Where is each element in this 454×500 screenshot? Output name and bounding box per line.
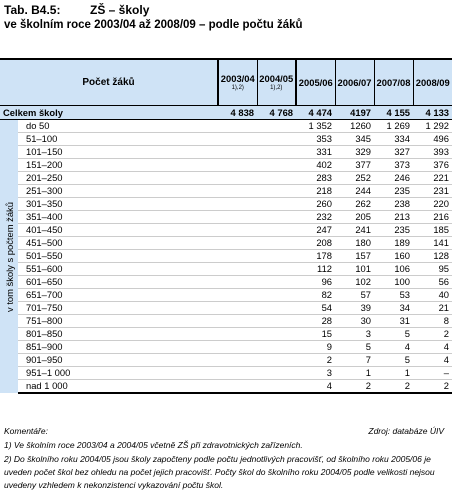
row-label: 501–550: [18, 250, 218, 263]
row-label: nad 1 000: [18, 380, 218, 394]
table-cell: [218, 237, 257, 250]
total-cell: 4197: [335, 106, 374, 120]
table-cell: [257, 120, 296, 133]
table-cell: 53: [374, 289, 413, 302]
table-cell: 28: [296, 315, 335, 328]
table-cell: 31: [374, 315, 413, 328]
table-cell: 5: [374, 328, 413, 341]
year-header: [296, 59, 335, 106]
year-label: 2007/08: [376, 76, 411, 88]
source-note: Zdroj: databáze ÚIV: [368, 426, 444, 436]
table-cell: 3: [335, 328, 374, 341]
table-cell: 180: [335, 237, 374, 250]
total-cell: 4 155: [374, 106, 413, 120]
table-cell: 34: [374, 302, 413, 315]
table-cell: 208: [296, 237, 335, 250]
table-row: [0, 224, 452, 237]
table-cell: 496: [413, 133, 452, 146]
table-cell: 345: [335, 133, 374, 146]
table-cell: [257, 224, 296, 237]
table-cell: [218, 159, 257, 172]
table-title-text: ZŠ – školy: [90, 3, 150, 17]
table-cell: [257, 172, 296, 185]
table-cell: 178: [296, 250, 335, 263]
table-cell: 54: [296, 302, 335, 315]
table-cell: 160: [374, 250, 413, 263]
table-row: [0, 328, 452, 341]
table-cell: 231: [413, 185, 452, 198]
table-cell: 262: [335, 198, 374, 211]
table-cell: 241: [335, 224, 374, 237]
table-cell: 2: [374, 380, 413, 394]
total-row: [0, 106, 452, 120]
table-cell: 376: [413, 159, 452, 172]
table-cell: [218, 120, 257, 133]
row-label: 151–200: [18, 159, 218, 172]
row-label: 751–800: [18, 315, 218, 328]
table-cell: 221: [413, 172, 452, 185]
table-cell: 260: [296, 198, 335, 211]
table-cell: [218, 198, 257, 211]
row-label: 951–1 000: [18, 367, 218, 380]
row-label: 301–350: [18, 198, 218, 211]
table-cell: 235: [374, 185, 413, 198]
total-cell: 4 768: [257, 106, 296, 120]
table-cell: 185: [413, 224, 452, 237]
table-cell: 5: [335, 341, 374, 354]
table-cell: 377: [335, 159, 374, 172]
table-cell: 30: [335, 315, 374, 328]
year-label: 2005/06: [298, 76, 333, 88]
total-label: Celkem školy: [0, 106, 218, 120]
year-note: 1),2): [231, 85, 244, 91]
comment-label: Komentáře:: [4, 426, 48, 436]
table-cell: 112: [296, 263, 335, 276]
table-cell: 1: [374, 367, 413, 380]
table-cell: [218, 276, 257, 289]
table-cell: 40: [413, 289, 452, 302]
year-header: [218, 59, 257, 106]
table-cell: [218, 341, 257, 354]
table-cell: 331: [296, 146, 335, 159]
table-row: [0, 237, 452, 250]
table-cell: [257, 276, 296, 289]
year-label: 2006/07: [337, 76, 372, 88]
table-cell: 2: [335, 380, 374, 394]
table-subtitle: ve školním roce 2003/04 až 2008/09 – podle počtu žáků: [4, 19, 303, 31]
table-cell: 205: [335, 211, 374, 224]
table-cell: [257, 302, 296, 315]
table-cell: 1: [335, 367, 374, 380]
table-cell: 157: [335, 250, 374, 263]
table-row: [0, 172, 452, 185]
table-cell: 1 292: [413, 120, 452, 133]
table-cell: 1 352: [296, 120, 335, 133]
year-header: [374, 59, 413, 106]
table-cell: 3: [296, 367, 335, 380]
table-row: [0, 250, 452, 263]
table-cell: [257, 367, 296, 380]
row-label: 701–750: [18, 302, 218, 315]
table-row: [0, 120, 452, 133]
side-label-cell: [0, 120, 18, 394]
table-cell: 213: [374, 211, 413, 224]
table-cell: 2: [413, 380, 452, 394]
table-row: [0, 289, 452, 302]
row-label: 451–500: [18, 237, 218, 250]
table-cell: 232: [296, 211, 335, 224]
table-cell: 141: [413, 237, 452, 250]
table-row: [0, 159, 452, 172]
table-cell: 106: [374, 263, 413, 276]
row-label: 251–300: [18, 185, 218, 198]
year-header: [257, 59, 296, 106]
table-cell: 15: [296, 328, 335, 341]
table-cell: 5: [374, 354, 413, 367]
row-label: do 50: [18, 120, 218, 133]
table-cell: [218, 302, 257, 315]
year-header: [413, 59, 452, 106]
table-cell: 238: [374, 198, 413, 211]
table-row: [0, 354, 452, 367]
table-cell: 95: [413, 263, 452, 276]
table-row: [0, 315, 452, 328]
table-cell: 96: [296, 276, 335, 289]
row-label: 101–150: [18, 146, 218, 159]
table-cell: 56: [413, 276, 452, 289]
row-label: 901–950: [18, 354, 218, 367]
table-cell: 2: [296, 354, 335, 367]
table-cell: 4: [413, 354, 452, 367]
table-row: [0, 341, 452, 354]
row-label: 551–600: [18, 263, 218, 276]
footnote-2: 2) Do školního roku 2004/05 jsou školy započteny podle počtu jednotlivých pracovišť, od školního roku 2005/06 je uveden počet škol bez ohledu na počet jejich pracovišť. Počty škol do školního roku 2004/05 podle velikosti nejsou uvedeny vzhledem k nekonzistenci vykazování počtu škol.: [4, 454, 435, 490]
table-cell: [257, 250, 296, 263]
table-cell: [218, 354, 257, 367]
table-cell: 1260: [335, 120, 374, 133]
table-cell: [218, 146, 257, 159]
table-cell: 4: [374, 341, 413, 354]
table-cell: 252: [335, 172, 374, 185]
table-cell: [218, 367, 257, 380]
year-note: 1),2): [270, 85, 283, 91]
table-row: [0, 367, 452, 380]
table-cell: 334: [374, 133, 413, 146]
table-cell: [257, 198, 296, 211]
table-row: [0, 263, 452, 276]
table-cell: [218, 289, 257, 302]
table-cell: 235: [374, 224, 413, 237]
table-cell: [218, 263, 257, 276]
table-cell: [218, 133, 257, 146]
table-cell: 101: [335, 263, 374, 276]
table-cell: 4: [296, 380, 335, 394]
table-row: [0, 185, 452, 198]
table-cell: 82: [296, 289, 335, 302]
table-row: [0, 276, 452, 289]
table-cell: 283: [296, 172, 335, 185]
table-cell: [218, 380, 257, 394]
table-row: [0, 380, 452, 394]
table-title: [4, 3, 149, 17]
table-cell: 57: [335, 289, 374, 302]
table-cell: [218, 211, 257, 224]
row-label: 401–450: [18, 224, 218, 237]
statistics-table: [0, 58, 452, 394]
table-cell: 246: [374, 172, 413, 185]
table-cell: 353: [296, 133, 335, 146]
table-cell: 189: [374, 237, 413, 250]
table-cell: [257, 315, 296, 328]
table-row: [0, 198, 452, 211]
table-cell: 1 269: [374, 120, 413, 133]
table-cell: [257, 354, 296, 367]
table-cell: [257, 237, 296, 250]
table-cell: 218: [296, 185, 335, 198]
table-cell: [218, 315, 257, 328]
row-label: 351–400: [18, 211, 218, 224]
row-label: 201–250: [18, 172, 218, 185]
table-cell: 402: [296, 159, 335, 172]
table-cell: 100: [374, 276, 413, 289]
header-row: [0, 59, 452, 106]
table-cell: –: [413, 367, 452, 380]
table-cell: 393: [413, 146, 452, 159]
table-cell: 247: [296, 224, 335, 237]
row-label: 851–900: [18, 341, 218, 354]
table-cell: 2: [413, 328, 452, 341]
table-row: [0, 302, 452, 315]
table-cell: 327: [374, 146, 413, 159]
table-row: [0, 133, 452, 146]
table-cell: 39: [335, 302, 374, 315]
table-cell: [218, 172, 257, 185]
table-cell: 244: [335, 185, 374, 198]
table-cell: 128: [413, 250, 452, 263]
table-cell: [257, 380, 296, 394]
year-label: 2003/04: [220, 73, 255, 84]
total-cell: 4 133: [413, 106, 452, 120]
table-code: Tab. B4.5:: [4, 3, 61, 17]
table-cell: [257, 211, 296, 224]
table-cell: 7: [335, 354, 374, 367]
side-label: v tom školy s počtem žáků: [4, 201, 15, 312]
table-row: [0, 211, 452, 224]
row-label: 801–850: [18, 328, 218, 341]
footnote-1: 1) Ve školním roce 2003/04 a 2004/05 včetně ZŠ při zdravotnických zařízeních.: [4, 440, 303, 450]
row-label: 51–100: [18, 133, 218, 146]
year-header: [335, 59, 374, 106]
table-cell: 9: [296, 341, 335, 354]
table-cell: [218, 250, 257, 263]
table-cell: [257, 185, 296, 198]
table-cell: [257, 263, 296, 276]
total-cell: 4 474: [296, 106, 335, 120]
table-cell: 216: [413, 211, 452, 224]
table-cell: [257, 341, 296, 354]
table-cell: [257, 133, 296, 146]
year-label: 2008/09: [415, 76, 450, 88]
row-label: 601–650: [18, 276, 218, 289]
table-cell: 21: [413, 302, 452, 315]
table-cell: [257, 146, 296, 159]
year-label: 2004/05: [259, 73, 294, 84]
table-cell: 4: [413, 341, 452, 354]
table-cell: 220: [413, 198, 452, 211]
header-label: Počet žáků: [0, 59, 218, 106]
row-label: 651–700: [18, 289, 218, 302]
table-cell: 102: [335, 276, 374, 289]
table-cell: [218, 328, 257, 341]
table-cell: [257, 289, 296, 302]
table-cell: 329: [335, 146, 374, 159]
table-cell: [257, 159, 296, 172]
table-row: [0, 146, 452, 159]
total-cell: 4 838: [218, 106, 257, 120]
table-cell: [218, 224, 257, 237]
table-cell: [218, 185, 257, 198]
table-cell: 373: [374, 159, 413, 172]
table-cell: 8: [413, 315, 452, 328]
table-cell: [257, 328, 296, 341]
